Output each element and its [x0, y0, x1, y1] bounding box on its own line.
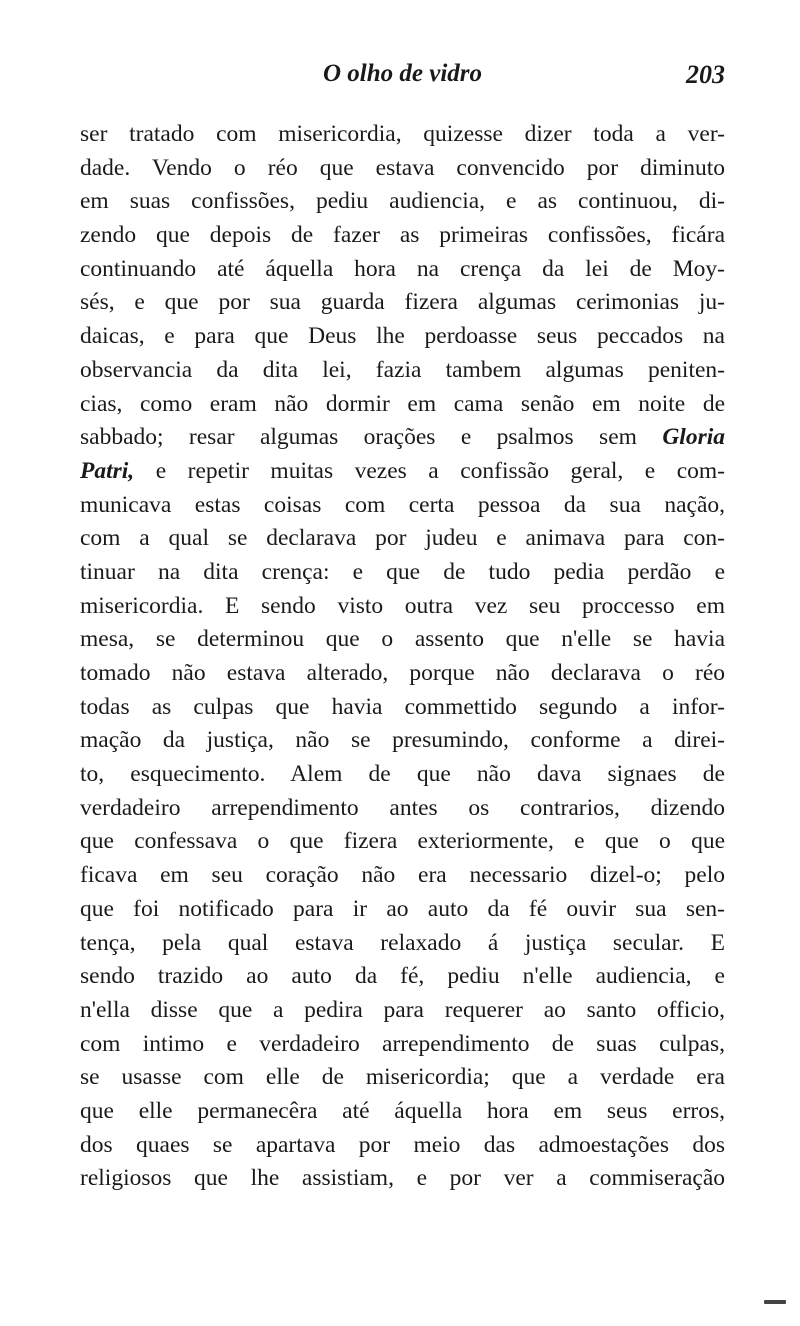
running-title: O olho de vidro: [322, 60, 483, 87]
text-line: zendo que depois de fazer as primeiras confissões, ficára: [80, 222, 725, 249]
text-line: dade. Vendo o réo que estava convencido por diminuto: [80, 154, 725, 181]
text-line: mação da justiça, não se presumindo, conforme a direi-: [80, 727, 725, 754]
text-line: que foi notificado para ir ao auto da fé ouvir sua sen-: [80, 895, 725, 922]
text-line: mesa, se determinou que o assento que n'elle se havia: [80, 626, 725, 653]
scan-mark: [764, 1300, 786, 1304]
text-line: tença, pela qual estava relaxado á justiça secular. E: [80, 929, 725, 956]
text-line: municava estas coisas com certa pessoa da sua nação,: [80, 491, 725, 518]
italic-phrase: Patri,: [80, 457, 135, 484]
page-number: 203: [686, 60, 725, 89]
text-line: observancia da dita lei, fazia tambem algumas peniten-: [80, 356, 725, 383]
text-line: com intimo e verdadeiro arrependimento de suas culpas,: [80, 1030, 725, 1057]
text-segment: sabbado; resar algumas orações e psalmos sem: [80, 424, 637, 451]
text-line: to, esquecimento. Alem de que não dava signaes de: [80, 761, 725, 788]
text-line: cias, como eram não dormir em cama senão em noite de: [80, 390, 725, 417]
text-line: verdadeiro arrependimento antes os contrarios, dizendo: [80, 794, 725, 821]
text-line: com a qual se declarava por judeu e animava para con-: [80, 525, 725, 552]
text-segment: e repetir muitas vezes a confissão geral, e com-: [155, 457, 726, 484]
text-line: todas as culpas que havia commettido segundo a infor-: [80, 693, 725, 720]
italic-phrase: Gloria: [662, 424, 725, 451]
text-line-with-italic: [80, 455, 725, 489]
text-line: n'ella disse que a pedira para requerer ao santo officio,: [80, 996, 725, 1023]
text-line: que confessava o que fizera exteriormente, e que o que: [80, 828, 725, 855]
text-line: se usasse com elle de misericordia; que a verdade era: [80, 1064, 725, 1091]
page-header: [80, 60, 725, 96]
text-line: sés, e que por sua guarda fizera algumas cerimonias ju-: [80, 289, 725, 316]
text-line: religiosos que lhe assistiam, e por ver a commiseração: [80, 1165, 725, 1192]
text-line: que elle permanecêra até áquella hora em seus erros,: [80, 1097, 725, 1124]
text-line-with-italic: [80, 421, 725, 455]
text-line: daicas, e para que Deus lhe perdoasse seus peccados na: [80, 323, 725, 350]
text-line: ficava em seu coração não era necessario dizel-o; pelo: [80, 862, 725, 889]
text-line: em suas confissões, pediu audiencia, e as continuou, di-: [80, 188, 725, 215]
body-text: [80, 118, 725, 1196]
text-line: dos quaes se apartava por meio das admoestações dos: [80, 1131, 725, 1158]
text-line: misericordia. E sendo visto outra vez seu proccesso em: [80, 592, 725, 619]
text-line: tomado não estava alterado, porque não declarava o réo: [80, 660, 725, 686]
text-line: tinuar na dita crença: e que de tudo pedia perdão e: [80, 558, 725, 585]
text-line: sendo trazido ao auto da fé, pediu n'elle audiencia, e: [80, 963, 725, 990]
text-line: ser tratado com misericordia, quizesse dizer toda a ver-: [80, 121, 725, 147]
text-line: continuando até áquella hora na crença da lei de Moy-: [80, 255, 725, 282]
